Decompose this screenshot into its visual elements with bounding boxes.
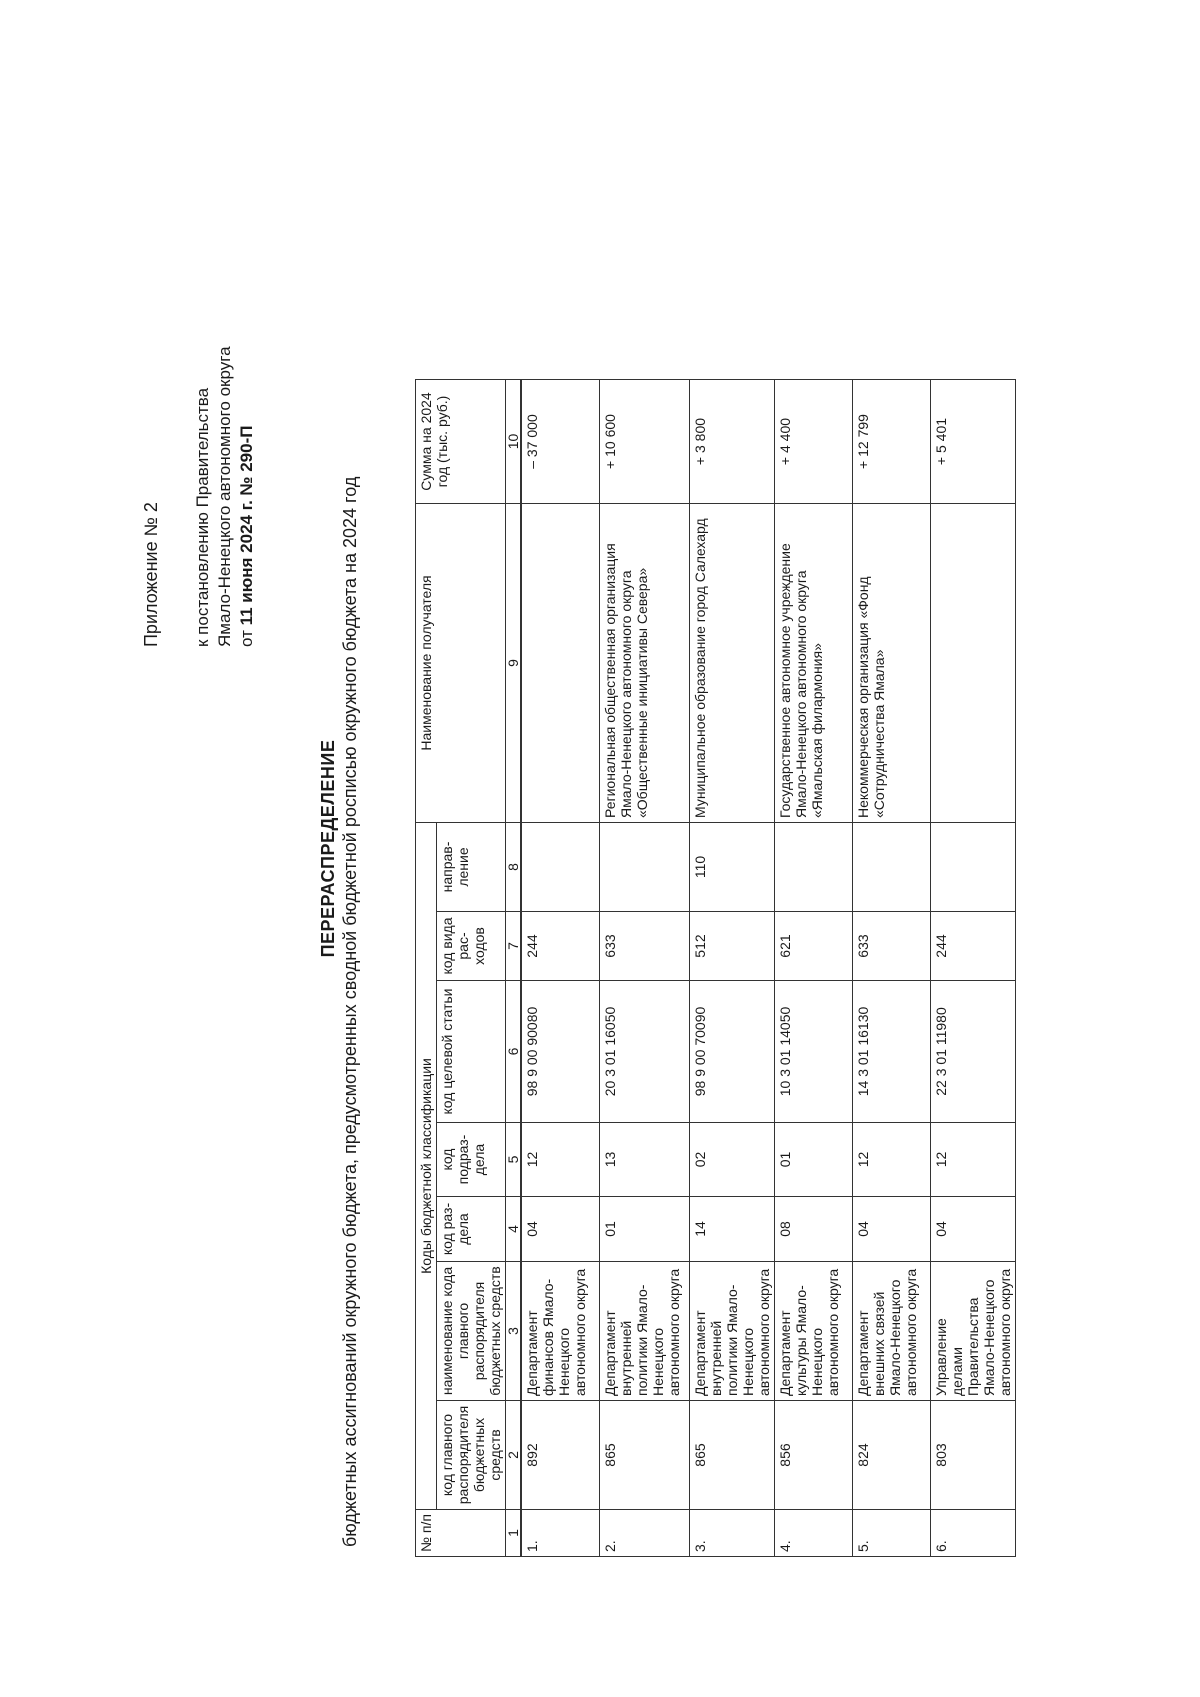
header-codes-group: Коды бюджетной классификации [416, 823, 437, 1510]
header-expense-type: код вида рас-ходов [437, 912, 506, 981]
document-title: ПЕРЕРАСПРЕДЕЛЕНИЕ [318, 739, 338, 958]
table-row [689, 380, 774, 1557]
cell-amount: + 4 400 [774, 380, 852, 504]
appendix-line: Ямало-Ненецкого автономного округа [215, 346, 234, 647]
column-number: 6 [506, 981, 522, 1123]
cell-grbs-code: 803 [930, 1401, 1015, 1510]
header-section: код раз-дела [437, 1197, 506, 1262]
header-target: код целевой статьи [437, 981, 506, 1123]
cell-section: 04 [521, 1197, 599, 1262]
cell-subsection: 12 [521, 1123, 599, 1197]
table-row [774, 380, 852, 1557]
cell-expense-type: 633 [599, 912, 689, 981]
cell-expense-type: 633 [852, 912, 930, 981]
cell-amount: + 3 800 [689, 380, 774, 504]
cell-grbs-name: Департамент культуры Ямало-Ненецкого автономного округа [774, 1262, 852, 1401]
appendix-title: Приложение № 2 [141, 502, 161, 647]
cell-direction [521, 823, 599, 912]
cell-recipient: Региональная общественная организация Ямало-Ненецкого автономного округа «Общественные инициативы Севера» [599, 504, 689, 823]
column-number: 2 [506, 1401, 522, 1510]
appendix-header [140, 346, 258, 647]
cell-subsection: 01 [774, 1123, 852, 1197]
column-number: 7 [506, 912, 522, 981]
document-subtitle: бюджетных ассигнований окружного бюджета, предусмотренных сводной бюджетной росписью окружного бюджета на 2024 год [340, 476, 360, 1547]
cell-grbs-name: Управление делами Правительства Ямало-Ненецкого автономного округа [930, 1262, 1015, 1401]
cell-subsection: 12 [852, 1123, 930, 1197]
table-row [599, 380, 689, 1557]
appendix-line: к постановлению Правительства [193, 387, 212, 647]
cell-num: 4. [774, 1510, 852, 1557]
cell-direction [930, 823, 1015, 912]
appendix-date-line [236, 346, 258, 647]
cell-section: 04 [930, 1197, 1015, 1262]
cell-grbs-name: Департамент внутренней политики Ямало-Ненецкого автономного округа [599, 1262, 689, 1401]
cell-expense-type: 621 [774, 912, 852, 981]
header-subsection: код подраз-дела [437, 1123, 506, 1197]
cell-num: 5. [852, 1510, 930, 1557]
cell-direction [852, 823, 930, 912]
header-recipient: Наименование получателя [416, 504, 506, 823]
cell-num: 6. [930, 1510, 1015, 1557]
cell-grbs-name: Департамент внутренней политики Ямало-Ненецкого автономного округа [689, 1262, 774, 1401]
cell-section: 04 [852, 1197, 930, 1262]
table-row [930, 380, 1015, 1557]
appendix-date-number: 11 июня 2024 г. № 290-П [237, 425, 256, 626]
table-body [521, 380, 1015, 1557]
column-number: 3 [506, 1262, 522, 1401]
cell-amount: – 37 000 [521, 380, 599, 504]
cell-num: 3. [689, 1510, 774, 1557]
column-number: 8 [506, 823, 522, 912]
cell-grbs-code: 865 [599, 1401, 689, 1510]
column-number-row [506, 380, 522, 1557]
cell-expense-type: 512 [689, 912, 774, 981]
cell-target: 14 3 01 16130 [852, 981, 930, 1123]
table-row [521, 380, 599, 1557]
cell-expense-type: 244 [521, 912, 599, 981]
column-number: 1 [506, 1510, 522, 1557]
header-amount: Сумма на 2024 год (тыс. руб.) [416, 380, 506, 504]
cell-num: 2. [599, 1510, 689, 1557]
cell-grbs-name: Департамент внешних связей Ямало-Ненецкого автономного округа [852, 1262, 930, 1401]
cell-amount: + 5 401 [930, 380, 1015, 504]
cell-amount: + 10 600 [599, 380, 689, 504]
cell-direction [774, 823, 852, 912]
cell-grbs-code: 824 [852, 1401, 930, 1510]
cell-subsection: 12 [930, 1123, 1015, 1197]
cell-target: 10 3 01 14050 [774, 981, 852, 1123]
cell-target: 22 3 01 11980 [930, 981, 1015, 1123]
header-grbs-code: код главного распорядителя бюджетных средств [437, 1401, 506, 1510]
table-header [416, 380, 522, 1557]
cell-target: 98 9 00 90080 [521, 981, 599, 1123]
cell-grbs-name: Департамент финансов Ямало-Ненецкого автономного округа [521, 1262, 599, 1401]
cell-direction [599, 823, 689, 912]
cell-target: 98 9 00 70090 [689, 981, 774, 1123]
cell-grbs-code: 892 [521, 1401, 599, 1510]
cell-expense-type: 244 [930, 912, 1015, 981]
cell-grbs-code: 856 [774, 1401, 852, 1510]
appendix-date-prefix: от [237, 625, 256, 647]
header-grbs-name: наименование кода главного распорядителя бюджетных средств [437, 1262, 506, 1401]
cell-subsection: 13 [599, 1123, 689, 1197]
column-number: 4 [506, 1197, 522, 1262]
cell-recipient [521, 504, 599, 823]
table-row [852, 380, 930, 1557]
cell-section: 01 [599, 1197, 689, 1262]
header-direction: направ-ление [437, 823, 506, 912]
column-number: 5 [506, 1123, 522, 1197]
column-number: 10 [506, 380, 522, 504]
redistribution-table [415, 379, 1016, 1557]
cell-amount: + 12 799 [852, 380, 930, 504]
cell-recipient: Некоммерческая организация «Фонд «Сотрудничества Ямала» [852, 504, 930, 823]
cell-section: 14 [689, 1197, 774, 1262]
column-number: 9 [506, 504, 522, 823]
cell-num: 1. [521, 1510, 599, 1557]
cell-recipient [930, 504, 1015, 823]
cell-direction: 110 [689, 823, 774, 912]
cell-section: 08 [774, 1197, 852, 1262]
cell-grbs-code: 865 [689, 1401, 774, 1510]
header-num: № п/п [416, 1510, 506, 1557]
cell-recipient: Государственное автономное учреждение Ямало-Ненецкого автономного округа «Ямальская филармония» [774, 504, 852, 823]
cell-target: 20 3 01 16050 [599, 981, 689, 1123]
cell-recipient: Муниципальное образование город Салехард [689, 504, 774, 823]
cell-subsection: 02 [689, 1123, 774, 1197]
